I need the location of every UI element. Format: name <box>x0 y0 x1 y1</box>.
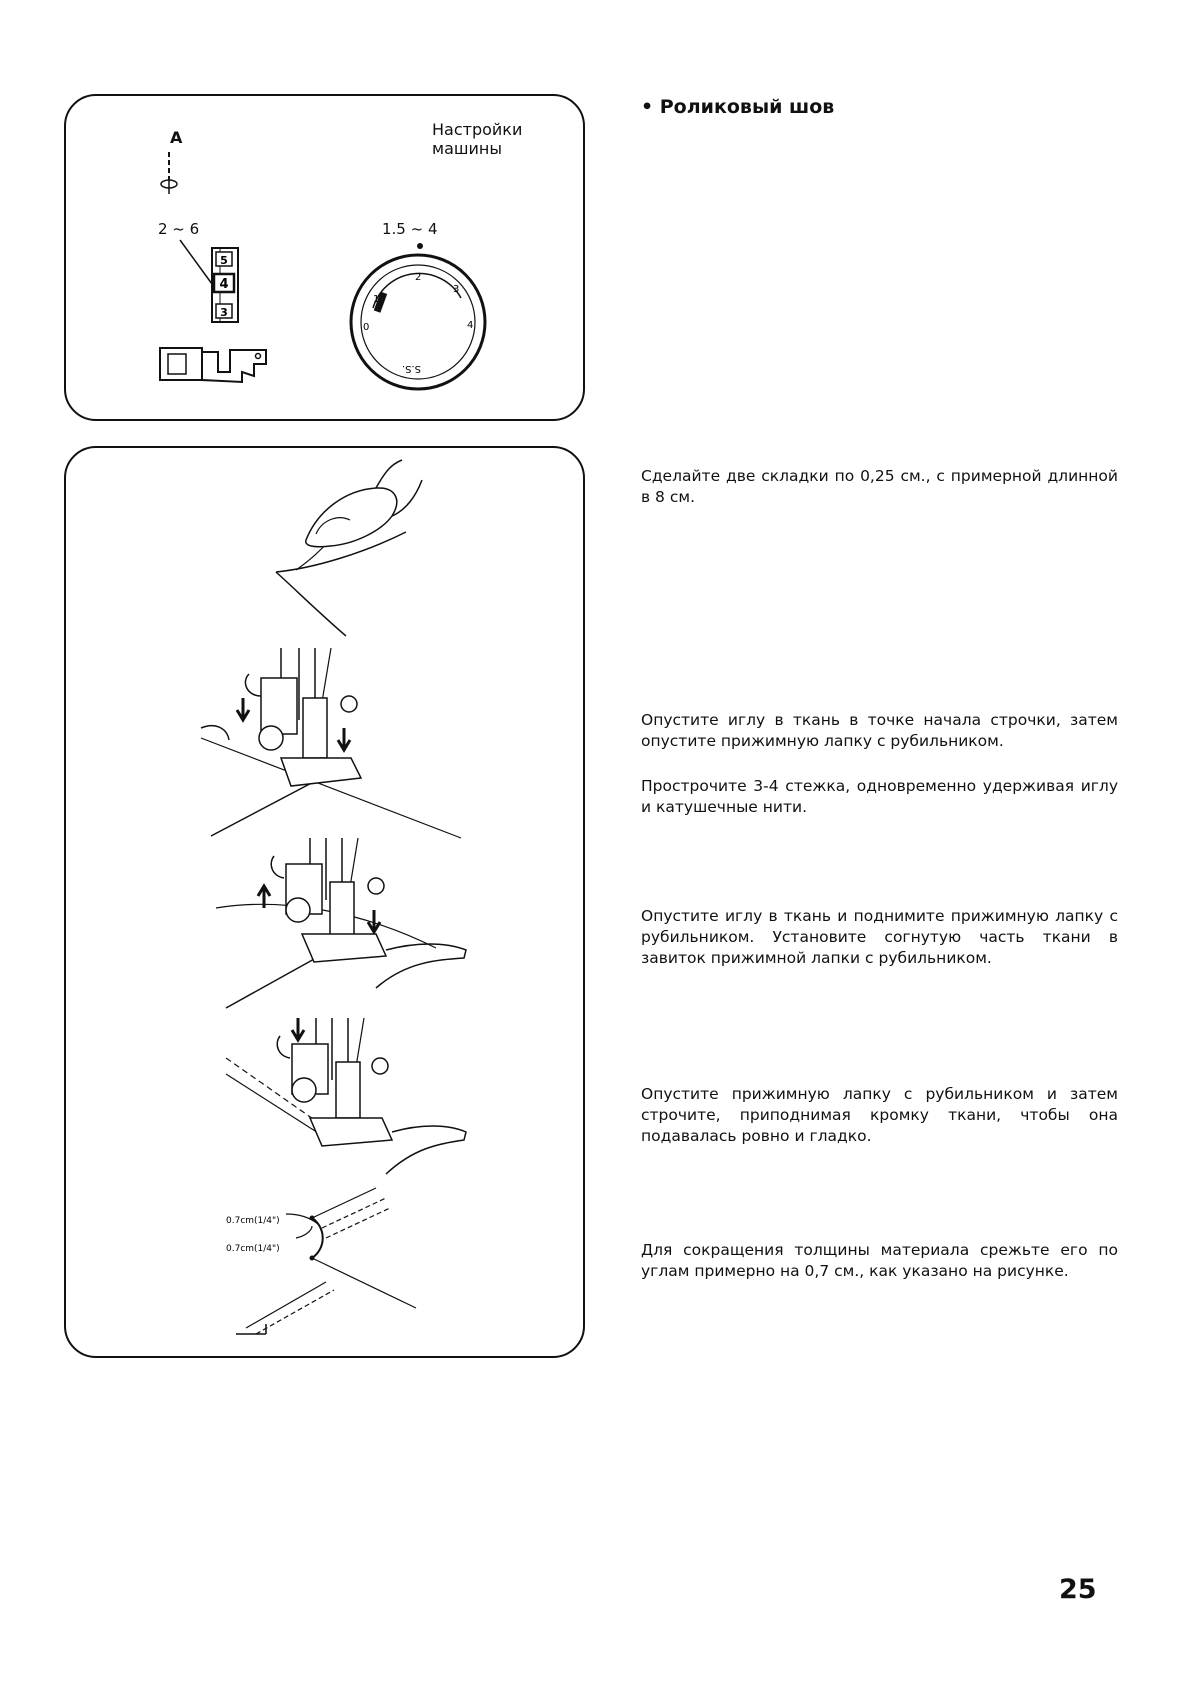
machine-settings-panel <box>64 94 585 421</box>
tension-range: 2 ~ 6 <box>158 220 200 238</box>
dial-number-0: 0 <box>363 322 370 333</box>
step-text-4: Опустите иглу в ткань и поднимите прижимную лапку с рубильником. Установите согнутую часть ткани в завиток прижимной лапки с рубильником. <box>641 907 1118 967</box>
settings-title: Настройки машины <box>432 120 523 158</box>
needle-down-illustration <box>201 648 501 843</box>
stitch-length-dial <box>343 240 493 390</box>
step-text-3: Прострочите 3-4 стежка, одновременно удерживая иглу и катушечные нити. <box>641 777 1118 816</box>
dial-number-1: 1 <box>373 294 380 305</box>
trim-label-1: 0.7cm(1/4") <box>226 1216 280 1226</box>
page-number: 25 <box>1059 1574 1097 1605</box>
sewing-illustration <box>226 1018 526 1188</box>
stitch-letter: A <box>170 128 183 147</box>
stitch-length-range: 1.5 ~ 4 <box>382 220 438 238</box>
step-text-1: Сделайте две складки по 0,25 см., с примерной длинной в 8 см. <box>641 467 1118 506</box>
step-text-6: Для сокращения толщины материала срежьте его по углам примерно на 0,7 см., как указано на рисунке. <box>641 1241 1118 1280</box>
foot-raised-illustration <box>216 838 516 1018</box>
tension-scale-icon <box>174 236 264 336</box>
corner-trim-illustration <box>226 1188 526 1338</box>
dial-ss-label: S.S. <box>401 363 421 374</box>
fold-fabric-illustration <box>206 460 486 640</box>
step-text-5: Опустите прижимную лапку с рубильником и затем строчите, приподнимая кромку ткани, чтобы она подавалась ровно и гладко. <box>641 1085 1118 1145</box>
straight-stitch-icon <box>154 150 184 200</box>
tension-mark-4: 4 <box>219 277 229 292</box>
dial-number-4: 4 <box>467 320 474 331</box>
presser-foot-icon <box>158 342 270 386</box>
tension-mark-3: 3 <box>220 306 228 319</box>
tension-mark-5: 5 <box>220 254 228 267</box>
trim-label-2: 0.7cm(1/4") <box>226 1244 280 1254</box>
dial-number-2: 2 <box>415 272 422 283</box>
dial-number-3: 3 <box>453 284 460 295</box>
step-text-2: Опустите иглу в ткань в точке начала строчки, затем опустите прижимную лапку с рубильником. <box>641 711 1118 750</box>
section-title: • Роликовый шов <box>641 96 835 118</box>
steps-illustration-panel <box>64 446 585 1358</box>
